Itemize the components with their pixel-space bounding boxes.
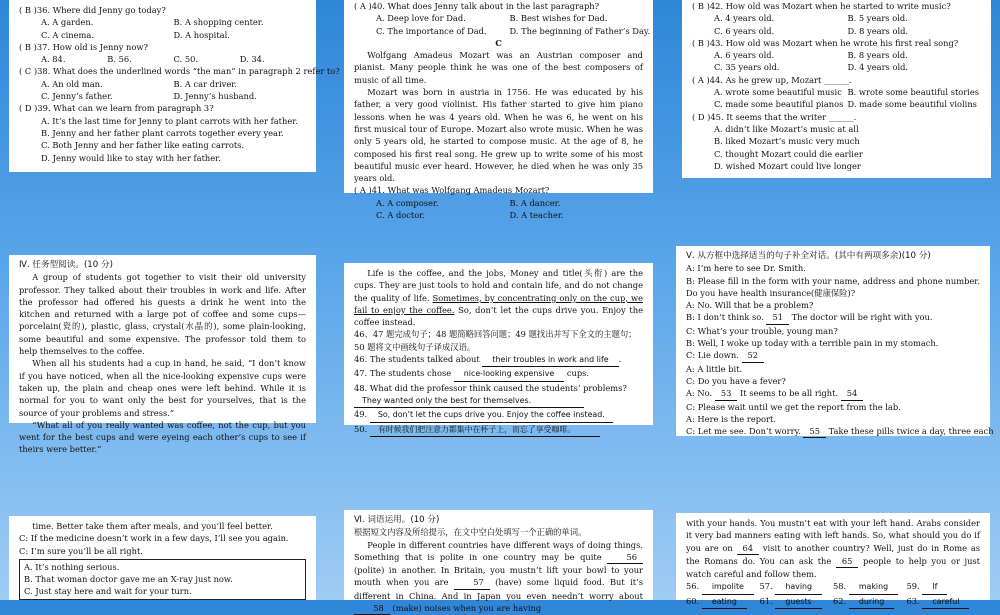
blank-57[interactable]: 57 — [454, 576, 490, 589]
passage-paragraph: A group of students got together to visit their old university professor. They talked about their troubles in work and life. After the professor had offered his guests a drink he went into the kitchen and returned with a large pot of coffee and some cups—porcelain(瓷的), plastic, glass, crystal(水晶的), some plain-looking, some beautiful and some expensive. The professor told them to help themselves to the coffee. — [19, 272, 306, 357]
question-47: 47. The students chose nice-looking expensive cups. — [354, 367, 643, 381]
answer-50: 有时候我们把注意力都集中在杯子上，而忘了享受咖啡。 — [370, 424, 600, 437]
option-39b: B. Jenny and her father plant carrots together every year. — [41, 127, 284, 138]
answer-47: nice-looking expensive — [454, 368, 564, 381]
question-37: ( B )37. How old is Jenny now? — [19, 41, 148, 52]
passage-paragraph: People in different countries have different ways of doing things. Something that is polite in one country may be quite 56 (polite) in another. In Britain, you mustn’t lift your bowl to your mouth when you are 57 (have) some liquid food. But it’s different in China. And in Japan you even needn’t worry about 58 (make) noises when you are having — [354, 539, 643, 615]
options-44: A. wrote some beautiful music B. wrote some beautiful stories — [714, 87, 980, 98]
passage-paragraph: Life is the coffee, and the jobs, Money and title(头衔) are the cups. They are just tools to hold and contain life, and do not change the quality of life. Sometimes, by concentrating only on the cup, we fail to enjoy the coffee. So, don’t let the cups drive you. Enjoy the coffee instead. — [354, 268, 644, 328]
dialogue-line: C: Lie down. 52 — [686, 349, 980, 362]
options-42b: C. 6 years old. D. 8 years old. — [714, 25, 909, 36]
option-item: A. It’s nothing serious. — [24, 561, 120, 572]
page-tile-questions-36-39 — [9, 0, 340, 172]
question-46: 46. The students talked about their troubles in work and life . — [354, 353, 643, 367]
page-tile-task-reading — [9, 255, 316, 455]
question-42: ( B )42. How old was Mozart when he started to write music? — [692, 1, 951, 11]
options-37: A. 84. B. 56. C. 50. D. 34. — [41, 54, 265, 65]
page-tile-word-answers — [676, 513, 990, 606]
dialogue-line: B: Please fill in the form with your name, address and phone number. Do you have health insurance(健康保险)? — [686, 275, 980, 298]
option-45a: A. didn’t like Mozart’s music at all — [714, 123, 859, 134]
dialogue-line: time. Better take them after meals, and you’ll feel better. — [32, 521, 273, 531]
section-heading: Ⅳ. 任务型阅读。(10 分) — [19, 260, 113, 270]
answer-48-line — [354, 394, 643, 408]
page-tile-passage-c — [344, 0, 653, 221]
blank-54[interactable]: 54 — [841, 387, 864, 400]
answer-item: 60. eating — [686, 595, 760, 609]
answer-grid-row — [686, 595, 980, 609]
blank-51[interactable]: 51 — [766, 311, 789, 324]
page-tile-dialogue-end — [9, 516, 316, 600]
option-39d: D. Jenny would like to stay with her father. — [41, 152, 221, 163]
page-tile-word-usage — [344, 510, 653, 614]
question-43: ( B )43. How old was Mozart when he wrote his first real song? — [692, 37, 959, 48]
question-44: ( A )44. As he grew up, Mozart ______. — [692, 74, 852, 85]
answer-46: their troubles in work and life — [482, 354, 618, 367]
option-39a: A. It’s the last time for Jenny to plant carrots with her father. — [41, 115, 298, 126]
answer-item: 61. guests — [760, 595, 834, 609]
options-41: A. A composer. B. A dancer. — [376, 197, 561, 208]
question-49: 49. So, don’t let the cups drive you. Enjoy the coffee instead. — [354, 408, 643, 422]
options-44b: C. made some beautiful pianos D. made some beautiful violins — [714, 99, 977, 110]
passage-paragraph: “What all of you really wanted was coffee, not the cup, but you went for the best cups and were eyeing each other’s cups to see if theirs were better.” — [19, 419, 306, 455]
page-tile-dialogue — [676, 246, 994, 437]
dialogue-line: C: What’s your trouble, young man? — [686, 325, 838, 336]
dialogue-line: B: I don’t think so. 51 The doctor will be right with you. — [686, 311, 980, 324]
dialogue-line: A: I’m here to see Dr. Smith. — [686, 263, 806, 274]
section-heading: Ⅵ. 词语运用。(10 分) — [354, 515, 440, 525]
blank-53[interactable]: 53 — [715, 387, 738, 400]
underlined-sentence: Sometimes, by concentrating only on the cup, we fail to enjoy the coffee. — [354, 292, 643, 315]
options-40: A. Deep love for Dad. B. Best wishes for Dad. — [376, 13, 608, 24]
options-box — [19, 559, 306, 600]
answer-item: 56. impolite — [686, 580, 760, 594]
blank-52[interactable]: 52 — [742, 349, 765, 362]
option-45c: C. thought Mozart could die earlier — [714, 148, 863, 159]
question-50: 50. 有时候我们把注意力都集中在杯子上，而忘了享受咖啡。 — [354, 423, 643, 437]
question-39: ( D )39. What can we learn from paragraph 3? — [19, 103, 214, 114]
page-tile-task-answers — [344, 263, 653, 434]
option-45d: D. wished Mozart could live longer — [714, 160, 861, 171]
option-39c: C. Both Jenny and her father like eating carrots. — [41, 140, 245, 151]
blank-58[interactable]: 58 — [354, 602, 390, 615]
blank-65[interactable]: 65 — [836, 555, 859, 568]
options-41b: C. A doctor. D. A teacher. — [376, 210, 564, 221]
question-38: ( C )38. What does the underlined words “the man” in paragraph 2 refer to? — [19, 66, 340, 77]
blank-64[interactable]: 64 — [737, 542, 760, 555]
question-40: ( A )40. What does Jenny talk about in the last paragraph? — [354, 1, 600, 11]
passage-paragraph: with your hands. You mustn’t eat with your left hand. Arabs consider it very bad manners eating with left hands. So, what should you do if you are on 64 visit to another country? Well, just do in Rome as the Romans do. You can ask the 65 people to help you or just watch careful and follow them. — [686, 518, 981, 580]
question-36: ( B )36. Where did Jenny go today? — [19, 5, 166, 15]
answer-item: 57. having — [760, 580, 834, 594]
options-40b: C. The importance of Dad. D. The beginning of Father’s Day. — [376, 25, 651, 36]
answer-49: So, don’t let the cups drive you. Enjoy the coffee instead. — [370, 409, 613, 422]
dialogue-line: A: Here is the report. — [686, 413, 776, 424]
answer-item: 62. during — [833, 595, 907, 609]
answer-item: 59. If — [907, 580, 981, 594]
passage-paragraph: Mozart was born in austria in 1756. He was educated by his father, a very good violinist. His father started to give him piano lessons when he was 4 years old. When he was 6, he went on his first musical tour of Europe. Mozart also wrote music. When he was only 5 years old, he started to compose music. At the age of 8, he composed his first real song. He grew up to write some of his most beautiful music ever heard. However, he died when he was only 35 years old. — [354, 87, 643, 184]
passage-paragraph: Wolfgang Amadeus Mozart was an Austrian composer and pianist. Many people think he was one of the best composers of music of all time. — [354, 50, 643, 85]
dialogue-line: C: If the medicine doesn’t work in a few days, I’ll see you again. — [19, 533, 289, 544]
page-tile-questions-42-45 — [682, 0, 991, 178]
question-41: ( A )41. What was Wolfgang Amadeus Mozart? — [354, 185, 550, 196]
instructions: 46、47 题完成句子；48 题简略回答问题；49 题找出并写下全文的主题句； — [354, 329, 637, 340]
section-heading: Ⅴ. 从方框中选择适当的句子补全对话。(其中有两项多余)(10 分) — [686, 251, 931, 261]
options-36b: C. A cinema. D. A hospital. — [41, 29, 230, 40]
options-42: A. 4 years old. B. 5 years old. — [714, 13, 908, 24]
options-43: A. 6 years old. B. 8 years old. — [714, 50, 908, 61]
dialogue-line: A: A little bit. — [686, 363, 743, 374]
answer-item: 63. careful — [907, 595, 981, 609]
options-36: A. A garden. B. A shopping center. — [41, 17, 264, 28]
options-38: A. An old man. B. A car driver. — [41, 78, 237, 89]
dialogue-line: B: Well, I woke up today with a terrible pain in my stomach. — [686, 338, 939, 349]
blank-55[interactable]: 55 — [803, 425, 826, 438]
dialogue-line: C: I’m sure you’ll be all right. — [19, 545, 143, 556]
passage-paragraph: When all his students had a cup in hand, he said, “I don’t know if you have noticed, when all the nice-looking expensive cups were taken up, the plain and cheap ones were left behind. While it is normal for you to want only the best for yourselves, that is the source of your problems and stress.” — [19, 358, 306, 418]
dialogue-line: A: No. Will that be a problem? — [686, 300, 814, 311]
dialogue-line: C: Please wait until we get the report from the lab. — [686, 401, 901, 412]
options-43b: C. 35 years old. D. 4 years old. — [714, 62, 909, 73]
options-38b: C. Jenny’s father. D. Jenny’s husband. — [41, 91, 257, 102]
answer-grid-row — [686, 580, 980, 594]
instructions: 50 题将文中画线句子译成汉语。 — [354, 341, 476, 352]
blank-56[interactable]: 56 — [607, 551, 643, 564]
answer-item: 58. making — [833, 580, 907, 594]
dialogue-line: C: Let me see. Don’t worry. 55 Take these pills twice a day, three each — [686, 425, 980, 438]
section-letter: C — [495, 37, 502, 48]
option-item: C. Just stay here and wait for your turn. — [24, 586, 192, 597]
instructions: 根据短文内容及所给提示，在文中空白处填写一个正确的单词。 — [354, 527, 587, 538]
dialogue-line: A: No. 53 It seems to be all right. 54 — [686, 387, 980, 400]
answer-48: They wanted only the best for themselves. — [354, 395, 584, 408]
option-item: B. That woman doctor gave me an X-ray just now. — [24, 574, 233, 585]
option-45b: B. liked Mozart’s music very much — [714, 136, 860, 147]
question-45: ( D )45. It seems that the writer ______. — [692, 111, 857, 122]
dialogue-line: C: Do you have a fever? — [686, 375, 786, 386]
question-48: 48. What did the professor think caused the students’ problems? — [354, 382, 627, 393]
